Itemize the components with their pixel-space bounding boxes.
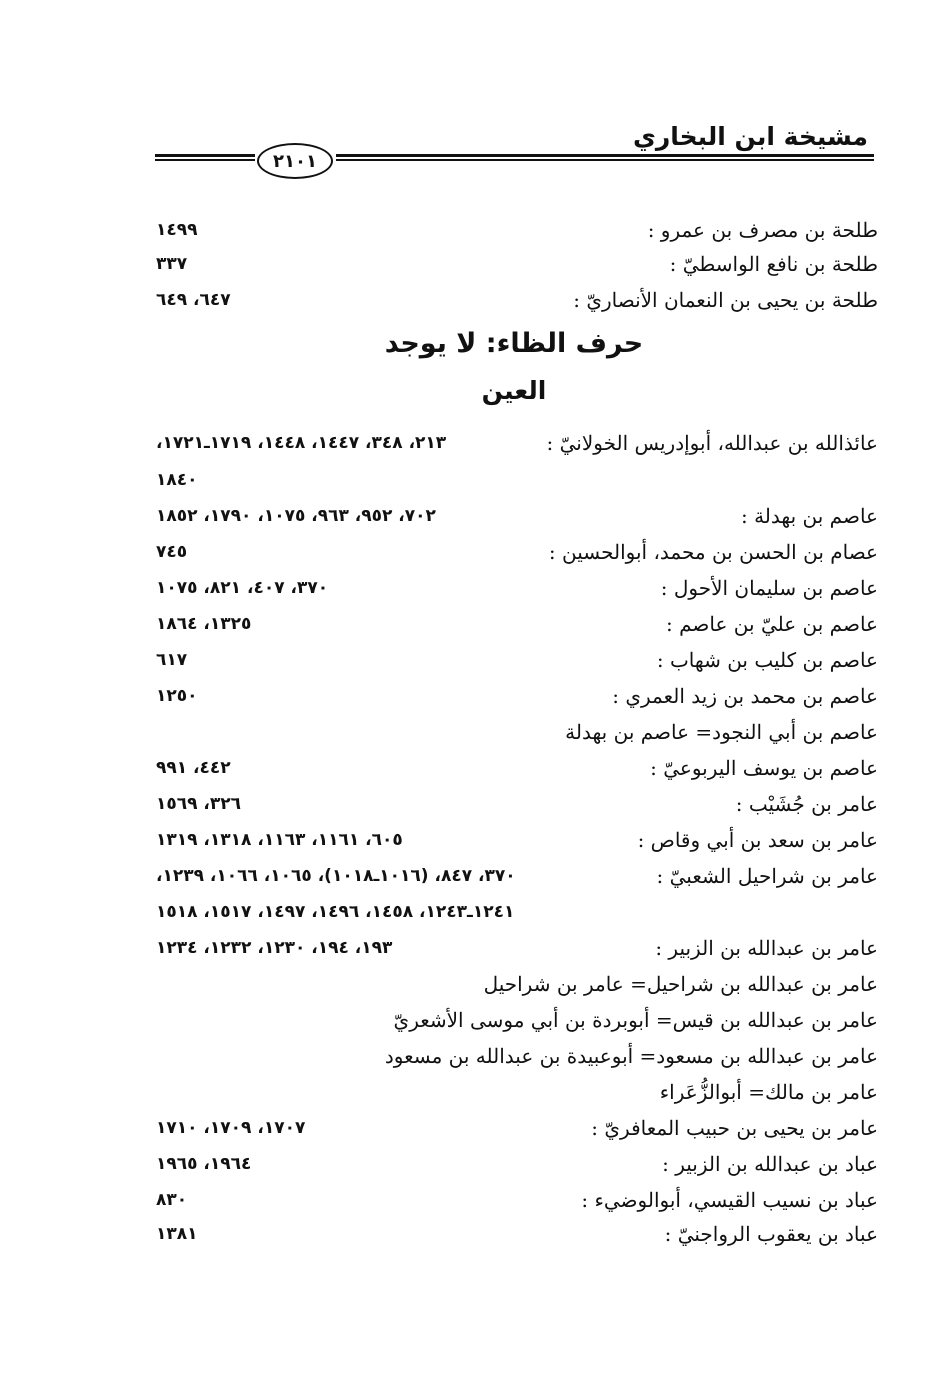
index-entry	[150, 534, 878, 570]
index-entry	[150, 786, 878, 822]
page-number: ٢١٠١	[257, 143, 333, 179]
entry-name: عامر بن عبدالله بن قيس= أبوبردة بن أبي موسى الأشعريّ	[393, 1008, 878, 1032]
entry-name: عامر بن شراحيل الشعبيّ :	[656, 864, 878, 888]
entry-name: عصام بن الحسن بن محمد، أبوالحسين :	[548, 540, 878, 564]
entry-name: طلحة بن نافع الواسطيّ :	[669, 252, 878, 276]
entry-pages: ٣٧٠، ٤٠٧، ٨٢١، ١٠٧٥	[156, 578, 329, 598]
entry-name: عاصم بن محمد بن زيد العمري :	[612, 684, 878, 708]
index-entry	[150, 1216, 878, 1252]
entry-pages: ١٣٨١	[156, 1224, 198, 1244]
letter-subheading: العين	[481, 376, 547, 405]
section-heading: حرف الظاء: لا يوجد	[384, 328, 644, 359]
entry-pages: ١٧٠٧، ١٧٠٩، ١٧١٠	[156, 1118, 306, 1138]
entry-pages: ٦٤٧، ٦٤٩	[156, 290, 231, 310]
entry-name: طلحة بن مصرف بن عمرو :	[647, 218, 878, 242]
entry-pages: ٦١٧	[156, 650, 188, 670]
index-entry	[150, 750, 878, 786]
entry-pages: ١٢٥٠	[156, 686, 198, 706]
index-entry-continuation	[150, 462, 878, 498]
entry-name: عباد بن عبدالله بن الزبير :	[662, 1152, 878, 1176]
entry-name: عائذالله بن عبدالله، أبوإدريس الخولانيّ :	[546, 431, 878, 455]
entry-name: عاصم بن بهدلة :	[740, 504, 878, 528]
entry-pages: ١٨٤٠	[156, 470, 198, 490]
entry-pages: ٢١٣، ٣٤٨، ١٤٤٧، ١٤٤٨، ١٧١٩ـ١٧٢١،	[156, 433, 447, 453]
entry-name: عامر بن جُشَيْب :	[735, 792, 878, 816]
header-rule-left	[155, 154, 255, 161]
entry-name: عاصم بن عليّ بن عاصم :	[666, 612, 878, 636]
entry-name: عامر بن عبدالله بن الزبير :	[655, 936, 878, 960]
entry-pages: ٧٠٢، ٩٥٢، ٩٦٣، ١٠٧٥، ١٧٩٠، ١٨٥٢	[156, 506, 436, 526]
index-entry	[150, 498, 878, 534]
index-entry	[150, 212, 878, 248]
entry-name: عباد بن يعقوب الرواجنيّ :	[664, 1222, 878, 1246]
entry-name: طلحة بن يحيى بن النعمان الأنصاريّ :	[573, 288, 878, 312]
entry-name: عامر بن سعد بن أبي وقاص :	[637, 828, 878, 852]
index-entry	[150, 1182, 878, 1218]
entry-pages: ٤٤٢، ٩٩١	[156, 758, 231, 778]
entry-name: عامر بن مالك= أبوالزُّعَراء	[659, 1080, 878, 1104]
index-entry	[150, 1110, 878, 1146]
index-cross-reference	[150, 1038, 878, 1074]
index-entry	[150, 858, 878, 894]
entry-pages: ١٩٦٤، ١٩٦٥	[156, 1154, 252, 1174]
entry-name: عامر بن عبدالله بن مسعود= أبوعبيدة بن عبدالله بن مسعود	[384, 1044, 878, 1068]
header-rule-right	[336, 154, 874, 161]
index-cross-reference	[150, 1074, 878, 1110]
index-entry	[150, 1146, 878, 1182]
index-entry	[150, 678, 878, 714]
entry-pages: ٣٧٠، ٨٤٧، (١٠١٦ـ١٠١٨)، ١٠٦٥، ١٠٦٦، ١٢٣٩،	[156, 866, 516, 886]
entry-name: عاصم بن يوسف اليربوعيّ :	[650, 756, 878, 780]
entry-pages: ٨٣٠	[156, 1190, 188, 1210]
index-entry-continuation	[150, 894, 878, 930]
index-entry	[150, 570, 878, 606]
entry-pages: ٣٣٧	[156, 254, 188, 274]
entry-pages: ١٢٤١ـ١٢٤٣، ١٤٥٨، ١٤٩٦، ١٤٩٧، ١٥١٧، ١٥١٨	[156, 902, 515, 922]
entry-pages: ٣٢٦، ١٥٦٩	[156, 794, 242, 814]
index-entry	[150, 425, 878, 461]
entry-pages: ١٩٣، ١٩٤، ١٢٣٠، ١٢٣٢، ١٢٣٤	[156, 938, 393, 958]
index-entry	[150, 822, 878, 858]
entry-name: عامر بن يحيى بن حبيب المعافريّ :	[591, 1116, 878, 1140]
entry-name: عامر بن عبدالله بن شراحيل= عامر بن شراحيل	[483, 972, 878, 996]
entry-name: عاصم بن كليب بن شهاب :	[656, 648, 878, 672]
entry-name: عباد بن نسيب القيسي، أبوالوضيء :	[581, 1188, 878, 1212]
index-entry	[150, 606, 878, 642]
entry-pages: ١٣٢٥، ١٨٦٤	[156, 614, 252, 634]
entry-pages: ١٤٩٩	[156, 220, 198, 240]
entry-name: عاصم بن سليمان الأحول :	[660, 576, 878, 600]
index-entry	[150, 246, 878, 282]
index-entry	[150, 930, 878, 966]
running-header-title: مشيخة ابن البخاري	[632, 122, 868, 151]
index-entry	[150, 282, 878, 318]
entry-name: عاصم بن أبي النجود= عاصم بن بهدلة	[565, 720, 878, 744]
index-cross-reference	[150, 966, 878, 1002]
entry-pages: ٦٠٥، ١١٦١، ١١٦٣، ١٣١٨، ١٣١٩	[156, 830, 403, 850]
index-entry	[150, 642, 878, 678]
index-cross-reference	[150, 1002, 878, 1038]
entry-pages: ٧٤٥	[156, 542, 188, 562]
index-cross-reference	[150, 714, 878, 750]
